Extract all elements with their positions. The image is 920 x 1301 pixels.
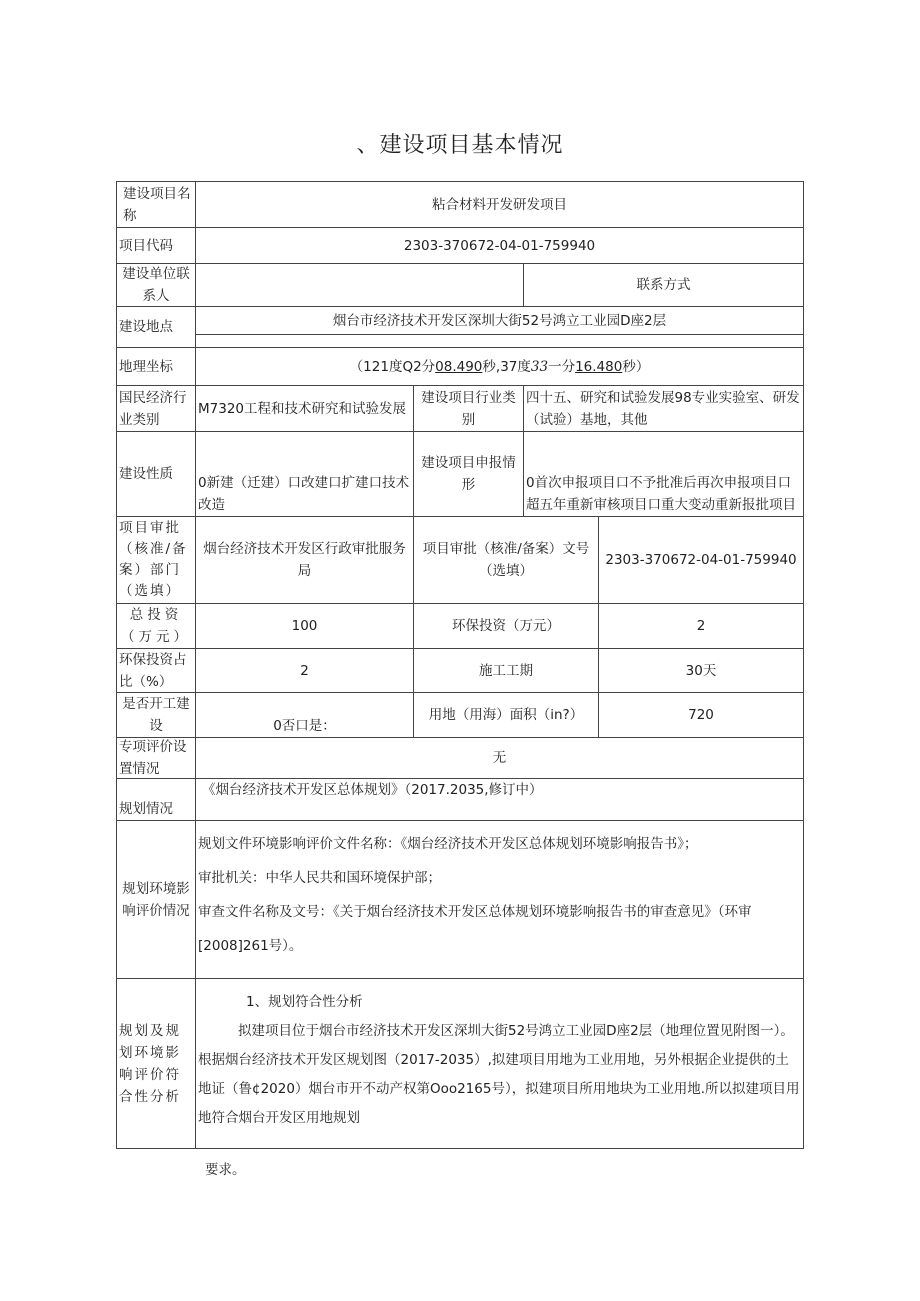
value-land-area: 720 — [598, 692, 804, 738]
coord-seconds-lon: 08.490 — [435, 358, 483, 375]
label-construction-nature: 建设性质 — [116, 431, 196, 517]
eia-line: 规划文件环境影响评价文件名称：《烟台经济技术开发区总体规划环境影响报告书》； — [198, 836, 698, 852]
value-construction-nature: 0新建（迁建）口改建口扩建口技术改造 — [195, 431, 414, 517]
value-project-code: 2303-370672-04-01-759940 — [195, 227, 804, 264]
value-industry-category: M7320工程和技术研究和试验发展 — [195, 385, 414, 432]
value-env-ratio: 2 — [195, 648, 414, 693]
label-project-name: 建设项目名称 — [116, 181, 196, 228]
continuation-text: 要求。 — [205, 1162, 246, 1178]
coord-part: 秒,37度 — [482, 358, 531, 375]
label-construction-period: 施工工期 — [413, 648, 599, 693]
value-construction-period: 30天 — [598, 648, 804, 693]
value-location: 烟台市经济技术开发区深圳大街52号鸿立工业园D座2层 — [195, 306, 804, 335]
label-total-investment: 总投资（万元） — [116, 603, 196, 649]
value-approval-number: 2303-370672-04-01-759940 — [598, 516, 804, 604]
conformity-body: 拟建项目位于烟台市经济技术开发区深圳大街52号鸿立工业园D座2层（地理位置见附图一）。根据烟台经济技术开发区规划图（2017-2035）,拟建项目用地为工业用地，另外根据企业提供的土地证（鲁¢2020）烟台市开不动产权第Ooo2165号），拟建项目所用地块为工业用地.所以拟建项目用地符合烟台开发区用地规划 — [198, 1023, 800, 1126]
value-planning: 《烟台经济技术开发区总体规划》（2017.2035,修订中） — [195, 778, 804, 821]
label-planning: 规划情况 — [116, 778, 196, 821]
value-approval-dept: 烟台经济技术开发区行政审批服务局 — [195, 516, 414, 604]
coord-minutes-lat: 33 — [530, 358, 549, 375]
label-coordinates: 地理坐标 — [116, 347, 196, 386]
label-industry-category: 国民经济行业类别 — [116, 385, 196, 432]
label-land-area: 用地（用海）面积（in?） — [413, 692, 599, 738]
value-conformity — [195, 978, 804, 1149]
label-contact-person: 建设单位联系人 — [116, 263, 196, 307]
label-location: 建设地点 — [116, 306, 196, 348]
coord-part: 一分 — [548, 358, 576, 375]
coord-seconds-lat: 16.480 — [575, 358, 623, 375]
label-started: 是否开工建设 — [116, 692, 196, 738]
label-approval-dept: 项目审批（核准/备案）部门（选填） — [116, 516, 196, 604]
value-coordinates — [195, 347, 804, 386]
value-env-investment: 2 — [598, 603, 804, 649]
location-blank — [195, 334, 804, 348]
label-project-code: 项目代码 — [116, 227, 196, 264]
label-env-ratio: 环保投资占比（%） — [116, 648, 196, 693]
value-started: 0否口是： — [195, 692, 414, 738]
value-planning-eia — [195, 820, 804, 979]
eia-line: 审查文件名称及文号：《关于烟台经济技术开发区总体规划环境影响报告书的审查意见》（环审[2008]261号）。 — [198, 904, 752, 954]
label-conformity: 规划及规划环境影响评价符合性分析 — [116, 978, 196, 1149]
label-special-assessment: 专项评价设置情况 — [116, 737, 196, 779]
value-application-type: 0首次申报项目口不予批准后再次申报项目口超五年重新审核项目口重大变动重新报批项目 — [523, 431, 804, 517]
section-title: 、建设项目基本情况 — [356, 133, 564, 158]
eia-line: 审批机关：中华人民共和国环境保护部； — [198, 870, 441, 886]
value-special-assessment: 无 — [195, 737, 804, 779]
label-approval-number: 项目审批（核准/备案）文号（选填） — [413, 516, 599, 604]
value-project-industry: 四十五、研究和试验发展98专业实验室、研发（试验）基地，其他 — [523, 385, 804, 432]
value-project-name: 粘合材料开发研发项目 — [195, 181, 804, 228]
label-env-investment: 环保投资（万元） — [413, 603, 599, 649]
conformity-heading: 1、规划符合性分析 — [246, 994, 363, 1010]
value-contact-person — [195, 263, 524, 307]
value-total-investment: 100 — [195, 603, 414, 649]
label-application-type: 建设项目申报情形 — [413, 431, 524, 517]
coord-part: （121度Q2分 — [349, 358, 436, 375]
coord-part: 秒） — [622, 358, 650, 375]
label-project-industry: 建设项目行业类别 — [413, 385, 524, 432]
label-contact-method: 联系方式 — [523, 263, 804, 307]
label-planning-eia: 规划环境影响评价情况 — [116, 820, 196, 979]
